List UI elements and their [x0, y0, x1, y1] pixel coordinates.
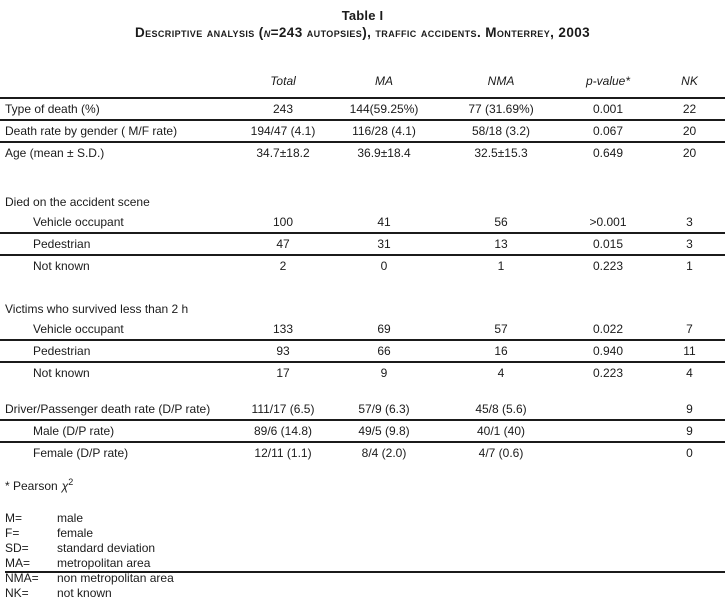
cell-ma: 49/5 (9.8) — [328, 420, 440, 442]
table-row — [0, 362, 725, 383]
cell-ma: 144(59.25%) — [328, 98, 440, 120]
table-row — [0, 233, 725, 255]
legend-abbr: M= — [5, 511, 23, 525]
row-label: Vehicle occupant — [0, 212, 238, 233]
cell-ma: 9 — [380, 366, 388, 380]
cell-pvalue: 0.001 — [562, 98, 654, 120]
cell-nk: 20 — [682, 146, 697, 160]
cell-ma: 36.9±18.4 — [357, 146, 411, 160]
column-header-nma: NMA — [440, 58, 562, 98]
table-row — [0, 212, 725, 233]
chi-exponent: 2 — [68, 477, 74, 487]
abbreviation-legend — [5, 511, 725, 601]
cell-nk: 3 — [654, 233, 725, 255]
column-header-ma: MA — [328, 58, 440, 98]
legend-item — [5, 556, 725, 571]
table-row — [0, 442, 725, 463]
cell-ma: 66 — [328, 340, 440, 362]
legend-definition: male — [57, 511, 84, 525]
cell-nma: 32.5±15.3 — [474, 146, 528, 160]
cell-ma: 31 — [328, 233, 440, 255]
cell-total: 12/11 (1.1) — [254, 446, 312, 460]
bottom-rule — [5, 571, 725, 573]
legend-definition: metropolitan area — [57, 556, 151, 570]
cell-nk: 7 — [654, 319, 725, 340]
cell-pvalue: 0.940 — [562, 340, 654, 362]
cell-nma: 4 — [497, 366, 505, 380]
caption-post: =243 autopsies), traffic accidents. Monterrey, 2003 — [270, 25, 591, 40]
cell-nma: 58/18 (3.2) — [440, 120, 562, 142]
cell-nk: 20 — [654, 120, 725, 142]
cell-pvalue: 0.015 — [562, 233, 654, 255]
legend-item — [5, 511, 725, 526]
cell-pvalue: 0.649 — [592, 146, 624, 160]
table-row — [0, 340, 725, 362]
cell-total: 243 — [238, 98, 328, 120]
cell-total: 93 — [238, 340, 328, 362]
caption-n-italic: n — [263, 25, 271, 40]
row-label: Driver/Passenger death rate (D/P rate) — [0, 399, 238, 420]
cell-nk: 11 — [654, 340, 725, 362]
row-label: Type of death (%) — [0, 98, 238, 120]
cell-pvalue: 0.022 — [562, 319, 654, 340]
column-header-pvalue: p-value* — [562, 58, 654, 98]
cell-nma: 56 — [440, 212, 562, 233]
cell-nma: 16 — [440, 340, 562, 362]
cell-nma: 57 — [440, 319, 562, 340]
row-label: Pedestrian — [0, 340, 238, 362]
table-row — [0, 98, 725, 120]
cell-ma: 116/28 (4.1) — [328, 120, 440, 142]
legend-item — [5, 571, 725, 586]
cell-pvalue — [562, 399, 654, 420]
cell-pvalue — [562, 420, 654, 442]
cell-nk: 3 — [654, 212, 725, 233]
cell-total: 17 — [276, 366, 290, 380]
cell-ma: 0 — [380, 259, 388, 273]
legend-definition: non metropolitan area — [57, 571, 174, 585]
cell-nk: 0 — [686, 446, 693, 460]
cell-pvalue: 0.223 — [592, 366, 624, 380]
section-header-row — [0, 296, 725, 319]
cell-nma: 45/8 (5.6) — [440, 399, 562, 420]
pearson-footnote — [5, 477, 725, 493]
legend-abbr: MA= — [5, 556, 31, 570]
table-row — [0, 142, 725, 163]
footnote-text: * Pearson — [5, 479, 58, 493]
column-header-total: Total — [238, 58, 328, 98]
spacer-row — [0, 163, 725, 189]
table-row — [0, 120, 725, 142]
cell-total: 89/6 (14.8) — [238, 420, 328, 442]
column-header-nk: NK — [654, 58, 725, 98]
legend-abbr: NMA= — [5, 571, 39, 585]
cell-nk: 4 — [686, 366, 693, 380]
spacer-row — [0, 276, 725, 296]
cell-nk: 1 — [686, 259, 693, 273]
cell-pvalue — [562, 442, 654, 463]
caption-pre: Descriptive analysis ( — [134, 25, 264, 40]
legend-abbr: SD= — [5, 541, 29, 555]
cell-pvalue: 0.223 — [592, 259, 624, 273]
cell-nma: 40/1 (40) — [440, 420, 562, 442]
cell-nma: 13 — [440, 233, 562, 255]
table-row — [0, 319, 725, 340]
table-title-block — [0, 0, 725, 42]
row-label: Female (D/P rate) — [33, 446, 129, 460]
legend-definition: standard deviation — [57, 541, 156, 555]
legend-definition: female — [57, 526, 94, 540]
table-row — [0, 420, 725, 442]
legend-abbr: NK= — [5, 586, 29, 600]
table-row — [0, 255, 725, 276]
cell-total: 133 — [238, 319, 328, 340]
cell-total: 100 — [238, 212, 328, 233]
section-header-label: Victims who survived less than 2 h — [5, 302, 189, 316]
chi-symbol: χ — [61, 479, 69, 493]
table-row — [0, 399, 725, 420]
row-label: Male (D/P rate) — [0, 420, 238, 442]
data-table — [0, 58, 725, 463]
table-number: Table I — [341, 8, 384, 23]
legend-definition: not known — [57, 586, 112, 600]
cell-pvalue: >0.001 — [562, 212, 654, 233]
row-label: Not known — [33, 366, 90, 380]
cell-total: 194/47 (4.1) — [238, 120, 328, 142]
legend-item — [5, 526, 725, 541]
column-header-row — [0, 58, 725, 98]
cell-ma: 8/4 (2.0) — [361, 446, 407, 460]
cell-ma: 69 — [328, 319, 440, 340]
row-label: Age (mean ± S.D.) — [5, 146, 105, 160]
table-caption — [0, 24, 725, 42]
legend-abbr: F= — [5, 526, 20, 540]
cell-nk: 22 — [654, 98, 725, 120]
cell-pvalue: 0.067 — [562, 120, 654, 142]
cell-nma: 4/7 (0.6) — [478, 446, 524, 460]
cell-nma: 77 (31.69%) — [440, 98, 562, 120]
cell-total: 111/17 (6.5) — [238, 399, 328, 420]
cell-ma: 41 — [328, 212, 440, 233]
section-header-row — [0, 189, 725, 212]
cell-ma: 57/9 (6.3) — [328, 399, 440, 420]
spacer-row — [0, 383, 725, 399]
cell-total: 2 — [279, 259, 287, 273]
row-label: Pedestrian — [0, 233, 238, 255]
row-label: Not known — [33, 259, 90, 273]
row-label: Vehicle occupant — [0, 319, 238, 340]
cell-nk: 9 — [654, 399, 725, 420]
section-header-label: Died on the accident scene — [5, 195, 150, 209]
cell-nk: 9 — [654, 420, 725, 442]
legend-item — [5, 541, 725, 556]
column-header-empty — [0, 58, 238, 98]
legend-item — [5, 586, 725, 601]
cell-total: 47 — [238, 233, 328, 255]
cell-nma: 1 — [497, 259, 505, 273]
cell-total: 34.7±18.2 — [256, 146, 310, 160]
row-label: Death rate by gender ( M/F rate) — [0, 120, 238, 142]
